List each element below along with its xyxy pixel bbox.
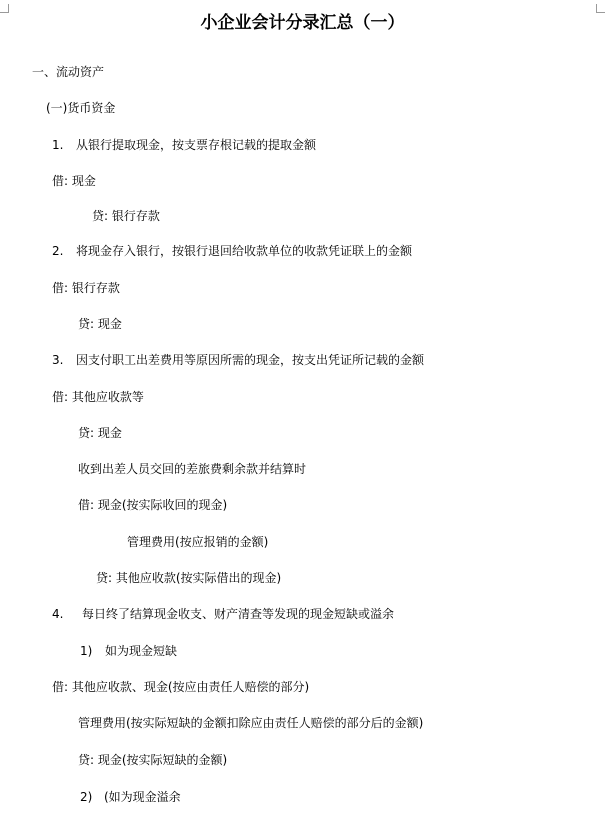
- credit-entry: 贷: 现金(按实际短缺的金额): [78, 753, 228, 767]
- item-text: 收到出差人员交回的差旅费剩余款并结算时: [78, 462, 307, 476]
- subsection-heading: (一)货币资金: [46, 101, 116, 115]
- item-number: 3.: [52, 353, 64, 367]
- credit-entry: 贷: 银行存款: [92, 209, 160, 223]
- item-number: 1.: [52, 138, 64, 152]
- credit-entry: 贷: 现金: [78, 426, 122, 440]
- sub-item-number: 1): [80, 644, 93, 658]
- item-text: 从银行提取现金，按支票存根记载的提取金额: [76, 138, 317, 152]
- document-title: 小企业会计分录汇总（一）: [200, 13, 405, 33]
- credit-entry: 贷: 现金: [78, 317, 122, 331]
- item-number: 2.: [52, 244, 64, 258]
- sub-item-text: (如为现金溢余: [104, 790, 181, 804]
- debit-entry: 借: 其他应收款等: [52, 390, 144, 404]
- item-text: 因支付职工出差费用等原因所需的现金，按支出凭证所记载的金额: [76, 353, 425, 367]
- debit-entry: 借: 现金: [52, 174, 96, 188]
- item-number: 4.: [52, 607, 64, 621]
- credit-entry: 贷: 其他应收款(按实际借出的现金): [96, 571, 282, 585]
- debit-entry-continued: 管理费用(按应报销的金额): [127, 535, 269, 549]
- debit-entry: 借: 现金(按实际收回的现金): [78, 498, 228, 512]
- debit-entry-continued: 管理费用(按实际短缺的金额扣除应由责任人赔偿的部分后的金额): [78, 716, 424, 730]
- sub-item-text: 如为现金短缺: [105, 644, 178, 658]
- debit-entry: 借: 银行存款: [52, 281, 120, 295]
- section-heading: 一、流动资产: [32, 65, 105, 79]
- item-text: 每日终了结算现金收支、财产清查等发现的现金短缺或溢余: [82, 607, 395, 621]
- item-text: 将现金存入银行，按银行退回给收款单位的收款凭证联上的金额: [76, 244, 413, 258]
- sub-item-number: 2): [80, 790, 93, 804]
- debit-entry: 借: 其他应收款、现金(按应由责任人赔偿的部分): [52, 680, 310, 694]
